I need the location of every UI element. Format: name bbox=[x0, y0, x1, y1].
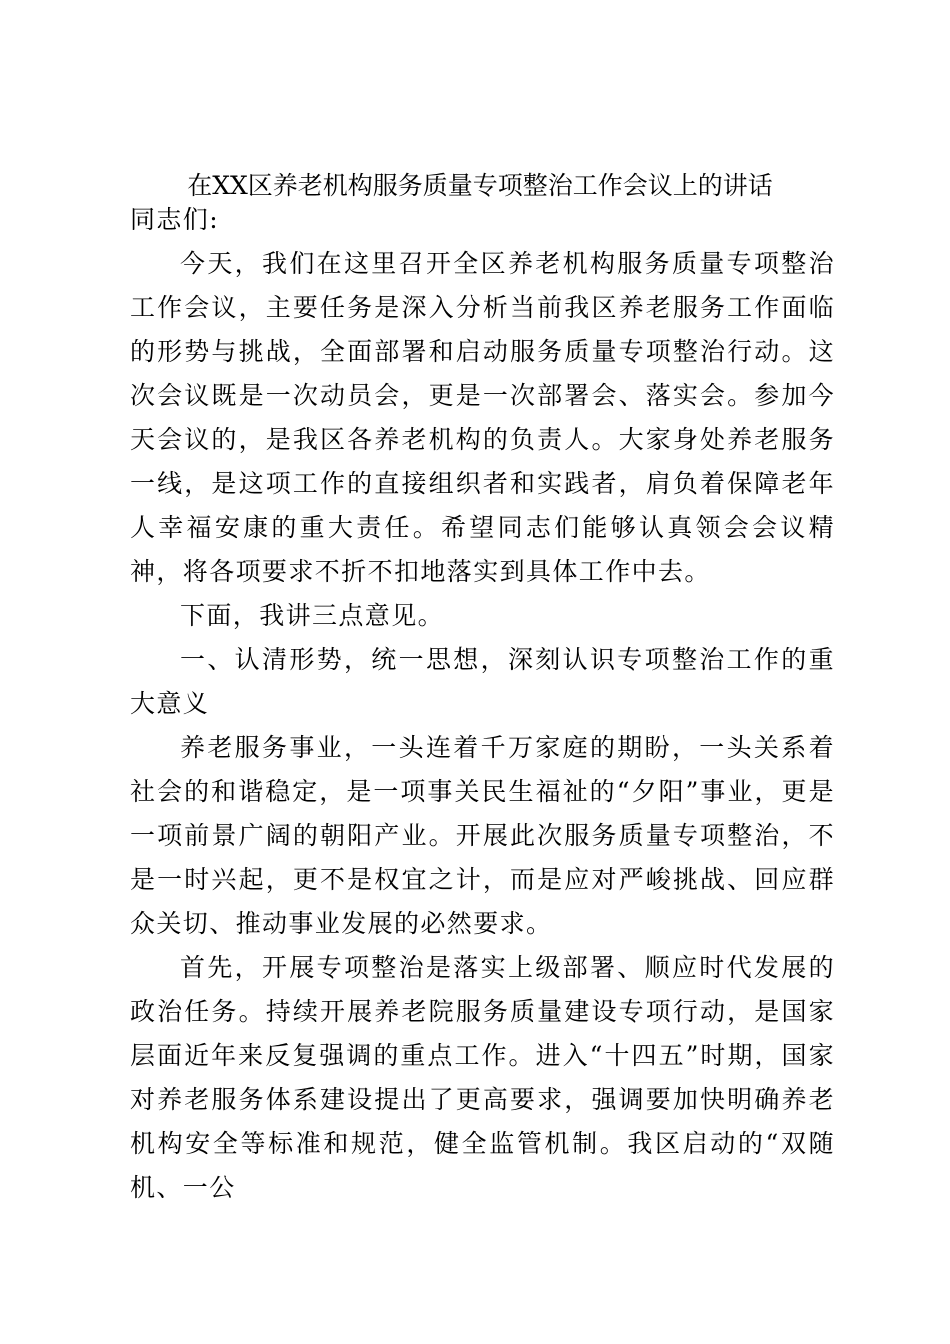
paragraph-first-point: 首先，开展专项整治是落实上级部署、顺应时代发展的政治任务。持续开展养老院服务质量建设专项行动，是国家层面近年来反复强调的重点工作。进入“十四五”时期，国家对养老服务体系建设提出了更高要求，强调要加快明确养老机构安全等标准和规范，健全监管机制。我区启动的“双随机、一公 bbox=[130, 953, 835, 1202]
paragraph-opening: 今天，我们在这里召开全区养老机构服务质量专项整治工作会议，主要任务是深入分析当前我区养老服务工作面临的形势与挑战，全面部署和启动服务质量专项整治行动。这次会议既是一次动员会，更是一次部署会、落实会。参加今天会议的，是我区各养老机构的负责人。大家身处养老服务一线，是这项工作的直接组织者和实践者，肩负着保障老年人幸福安康的重大责任。希望同志们能够认真领会会议精神，将各项要求不折不扣地落实到具体工作中去。 bbox=[130, 249, 835, 586]
salutation: 同志们: bbox=[130, 205, 220, 234]
section-heading-1: 一、认清形势，统一思想，深刻认识专项整治工作的重大意义 bbox=[130, 645, 835, 718]
paragraph-outline: 下面，我讲三点意见。 bbox=[180, 601, 445, 630]
document-body bbox=[130, 198, 835, 1210]
paragraph-significance: 养老服务事业，一头连着千万家庭的期盼，一头关系着社会的和谐稳定，是一项事关民生福祉的“夕阳”事业，更是一项前景广阔的朝阳产业。开展此次服务质量专项整治，不是一时兴起，更不是权宜之计，而是应对严峻挑战、回应群众关切、推动事业发展的必然要求。 bbox=[130, 733, 835, 938]
document-title: 在XX区养老机构服务质量专项整治工作会议上的讲话 bbox=[187, 171, 773, 200]
